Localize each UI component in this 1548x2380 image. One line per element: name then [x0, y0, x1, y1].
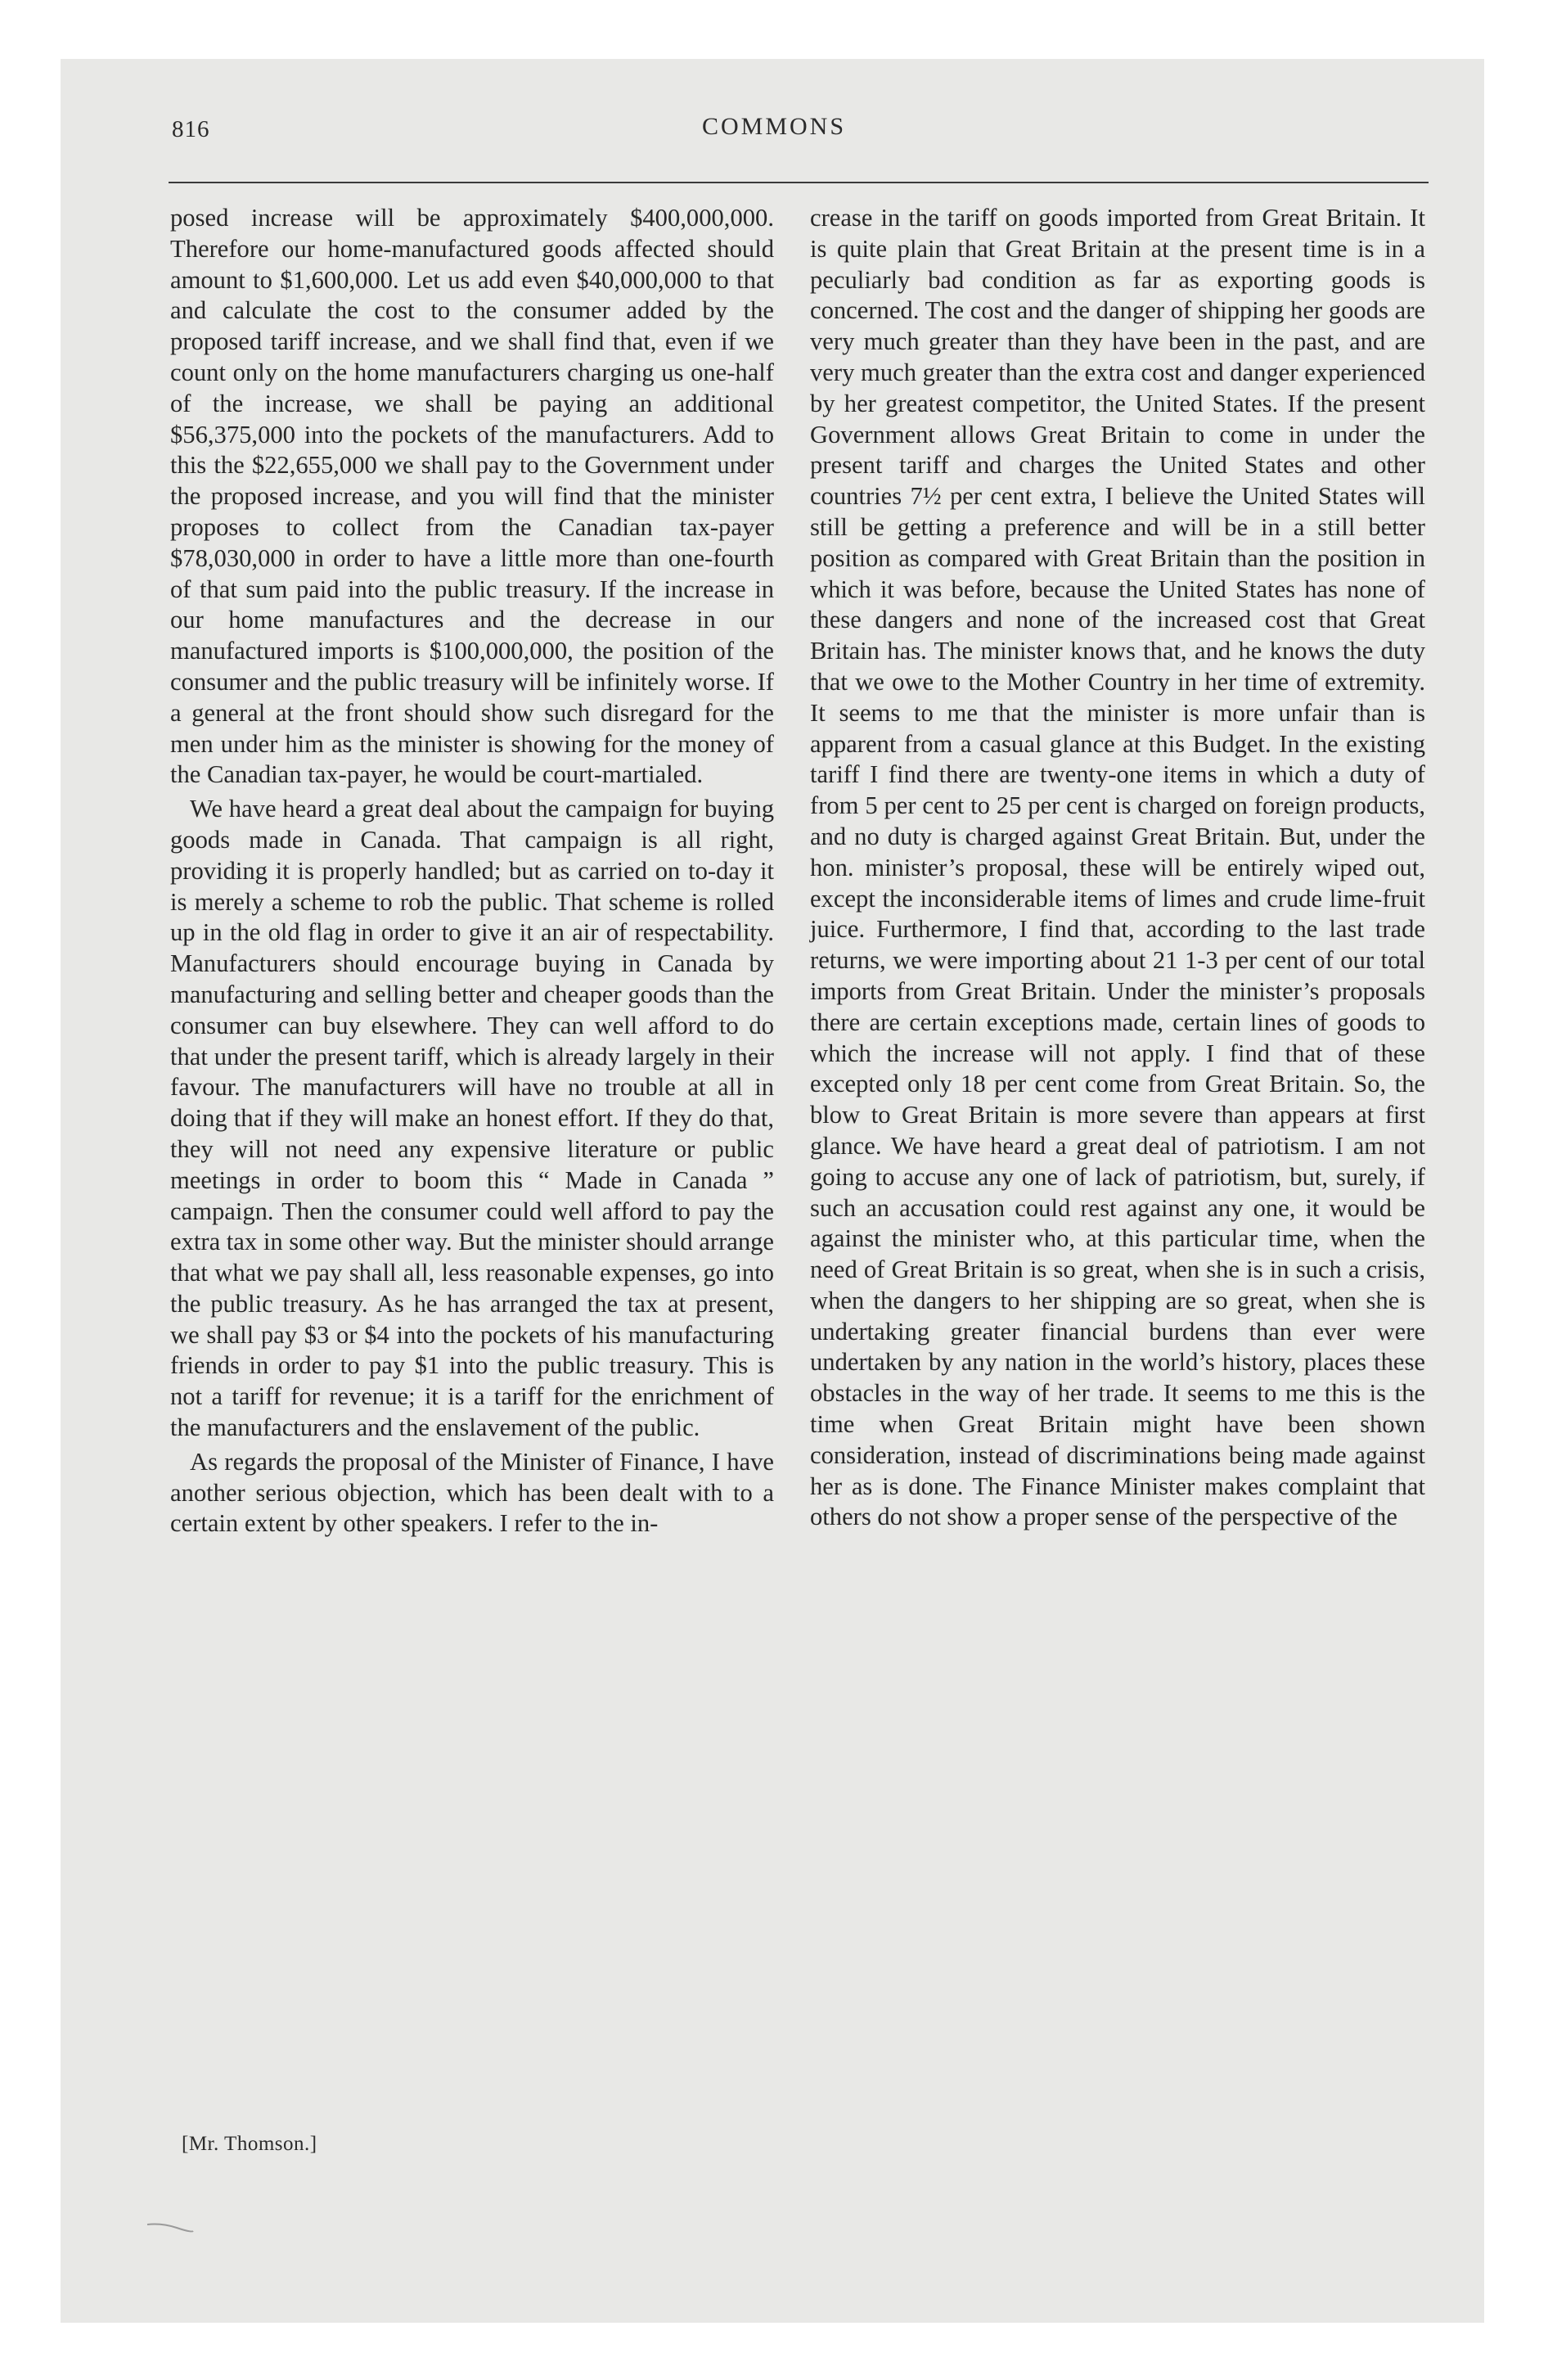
page-number: 816: [172, 116, 210, 142]
header-rule: [169, 182, 1429, 183]
paragraph: We have heard a great deal about the campaign for buying goods made in Canada. That campaign is all right, providing it is properly handled; but as carried on to-day it is merely a scheme to rob the public. That scheme is rolled up in the old flag in order to give it an air of respectability. Manufacturers should encourage buying in Canada by manufacturing and selling better and cheaper goods than the consumer can buy elsewhere. They can well afford to do that under the present tariff, which is already largely in their favour. The manufacturers will have no trouble at all in doing that if they will make an honest effort. If they do that, they will not need any expensive literature or public meetings in order to boom this “ Made in Canada ” campaign. Then the consumer could well afford to pay the extra tax in some other way. But the minister should arrange that what we pay shall all, less reasonable expenses, go into the public treasury. As he has arranged the tax at present, we shall pay $3 or $4 into the pockets of his manufacturing friends in order to pay $1 into the public treasury. This is not a tariff for revenue; it is a tariff for the enrichment of the manufacturers and the enslavement of the public.: [170, 795, 775, 1442]
paragraph: posed increase will be approximately $400,000,000. Therefore our home-manufactured goods affected should amount to $1,600,000. Let us add even $40,000,000 to that and calculate the cost to the consumer added by the proposed tariff increase, and we shall find that, even if we count only on the home manufacturers charging us one-half of the increase, we shall be paying an additional $56,375,000 into the pockets of the manufacturers. Add to this the $22,655,000 we shall pay to the Government under the proposed increase, and you will find that the minister proposes to collect from the Canadian tax-payer $78,030,000 in order to have a little more than one-fourth of that sum paid into the public treasury. If the increase in our home manufactures and the decrease in our manufactured imports is $100,000,000, the position of the consumer and the public treasury will be infinitely worse. If a general at the front should show such disregard for the men under him as the minister is showing for the money of the Canadian tax-payer, he would be court-martialed.: [170, 204, 774, 789]
paragraph: crease in the tariff on goods imported from Great Britain. It is quite plain that Great Britain at the present time is in a peculiarly bad condition as far as exporting goods is concerned. The cost and the danger of shipping her goods are very much greater than they have been in the past, and are very much greater than the extra cost and danger experienced by her greatest competitor, the United States. If the present Government allows Great Britain to come in under the present tariff and charges the United States and other countries 7½ per cent extra, I believe the United States will still be getting a preference and will be in a still better position as compared with Great Britain than the position in which it was before, because the United States has none of these dangers and none of the increased cost that Great Britain has. The minister knows that, and he knows the duty that we owe to the Mother Country in her time of extremity. It seems to me that the minister is more unfair than is apparent from a casual glance at this Budget. In the existing tariff I find there are twenty-one items in which a duty of from 5 per cent to 25 per cent is charged on foreign products, and no duty is charged against Great Britain. But, under the hon. minister’s proposal, these will be entirely wiped out, except the inconsiderable items of limes and crude lime-fruit juice. Furthermore, I find that, according to the last trade returns, we were importing about 21 1-3 per cent of our total imports from Great Britain. Under the minister’s proposals there are certain exceptions made, certain lines of goods to which the increase will not apply. I find that of these excepted only 18 per cent come from Great Britain. So, the blow to Great Britain is more severe than appears at first glance. We have heard a great deal of patriotism. I am not going to accuse any one of lack of patriotism, but, surely, if such an accusation could rest against any one, it would be against the minister who, at this particular time, when the need of Great Britain is so great, when she is in such a crisis, when the dangers to her shipping are so great, when she is undertaking greater financial burdens than ever were undertaken by any nation in the world’s history, places these obstacles in the way of her trade. It seems to me this is the time when Great Britain might have been shown consideration, instead of discriminations being made against her as is done. The Finance Minister makes complaint that others do not show a proper sense of the perspective of the: [810, 204, 1425, 1531]
speaker-note: [Mr. Thomson.]: [182, 2133, 317, 2155]
right-column: [810, 203, 1425, 1533]
ink-mark: [146, 2220, 195, 2234]
left-column: [170, 203, 774, 1539]
running-head: COMMONS: [701, 113, 847, 140]
paragraph: As regards the proposal of the Minister of Finance, I have another serious objection, which has been dealt with to a certain extent by other speakers. I refer to the in-: [170, 1447, 774, 1538]
